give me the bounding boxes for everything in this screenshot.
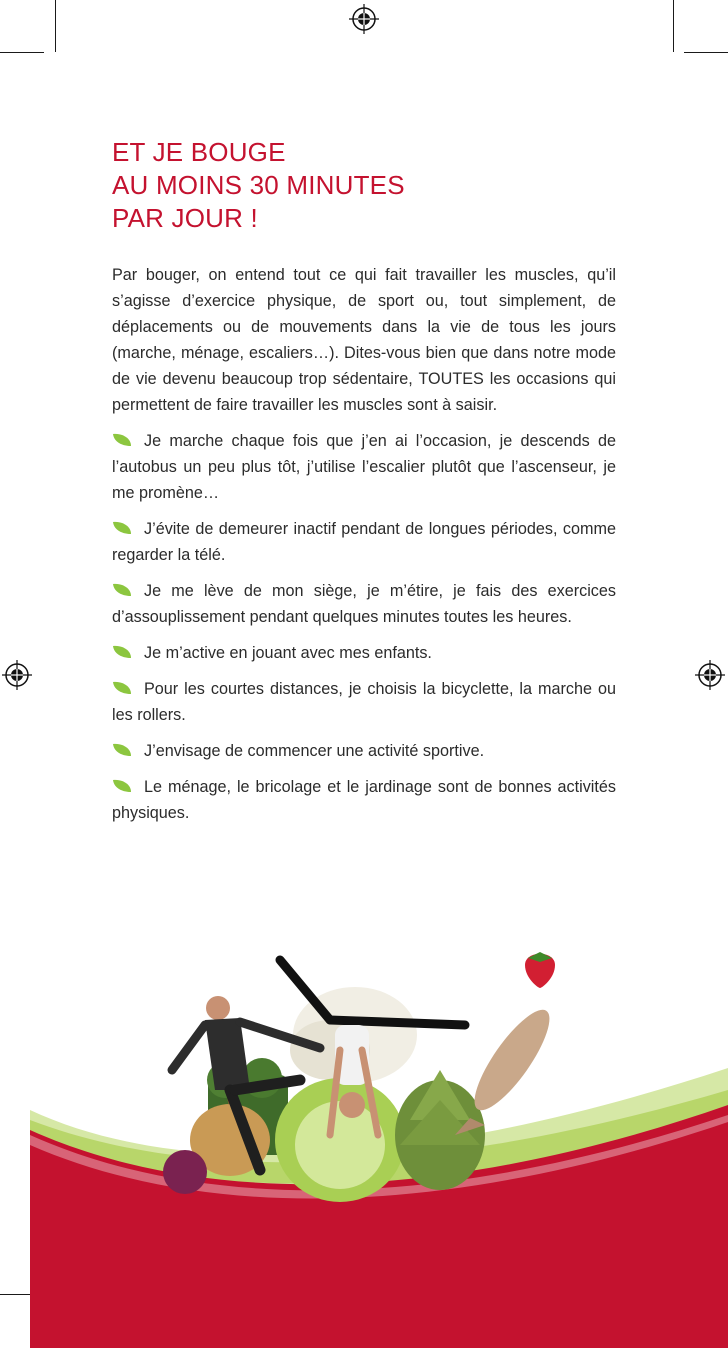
registration-mark-icon (2, 660, 32, 690)
green-leaf-icon (112, 779, 132, 793)
title-line: ET JE BOUGE (112, 137, 286, 167)
bullet-text: Je marche chaque fois que j’en ai l’occasion, je descends de l’autobus un peu plus tôt, j’utilise l’escalier plutôt que l’ascenseur, je me promène… (112, 432, 616, 502)
bullet-text: Pour les courtes distances, je choisis la bicyclette, la marche ou les rollers. (112, 680, 616, 724)
bullet-text: J’envisage de commencer une activité sportive. (144, 742, 485, 760)
bullet-text: Le ménage, le bricolage et le jardinage sont de bonnes activités physiques. (112, 778, 616, 822)
green-leaf-icon (112, 743, 132, 757)
green-leaf-icon (112, 433, 132, 447)
registration-mark-icon (349, 4, 379, 34)
bullet-item (112, 578, 616, 630)
bullet-text: J’évite de demeurer inactif pendant de longues périodes, comme regarder la télé. (112, 520, 616, 564)
green-leaf-icon (112, 583, 132, 597)
green-leaf-icon (112, 521, 132, 535)
article-body (112, 262, 616, 836)
bullet-item (112, 676, 616, 728)
bullet-text: Je m’active en jouant avec mes enfants. (144, 644, 432, 662)
artichoke (395, 1070, 485, 1190)
crop-mark (0, 52, 44, 53)
registration-mark-icon (695, 660, 725, 690)
bullet-item (112, 774, 616, 826)
crop-mark (673, 0, 674, 52)
red-onion (163, 1150, 207, 1194)
bullet-text: Je me lève de mon siège, je m’étire, je fais des exercices d’assouplissement pendant quelques minutes toutes les heures. (112, 582, 616, 626)
crop-mark (684, 52, 728, 53)
green-leaf-icon (112, 645, 132, 659)
green-leaf-icon (112, 681, 132, 695)
footer-illustration (0, 940, 728, 1348)
bullet-item (112, 516, 616, 568)
bullet-item (112, 428, 616, 506)
bullet-item (112, 640, 616, 666)
strawberry (525, 952, 555, 988)
bullet-item (112, 738, 616, 764)
title-line: AU MOINS 30 MINUTES (112, 170, 405, 200)
title-line: PAR JOUR ! (112, 203, 258, 233)
page-title (112, 136, 632, 235)
crop-mark (55, 0, 56, 52)
intro-paragraph: Par bouger, on entend tout ce qui fait travailler les muscles, qu’il s’agisse d’exercice physique, de sport ou, tout simplement, de déplacements ou de mouvements dans la vie de tous les jours (marche, ménage, escaliers…). Dites-vous bien que dans notre mode de vie devenu beaucoup trop sédentaire, TOUTES les occasions qui permettent de faire travailler les muscles sont à saisir. (112, 266, 616, 414)
